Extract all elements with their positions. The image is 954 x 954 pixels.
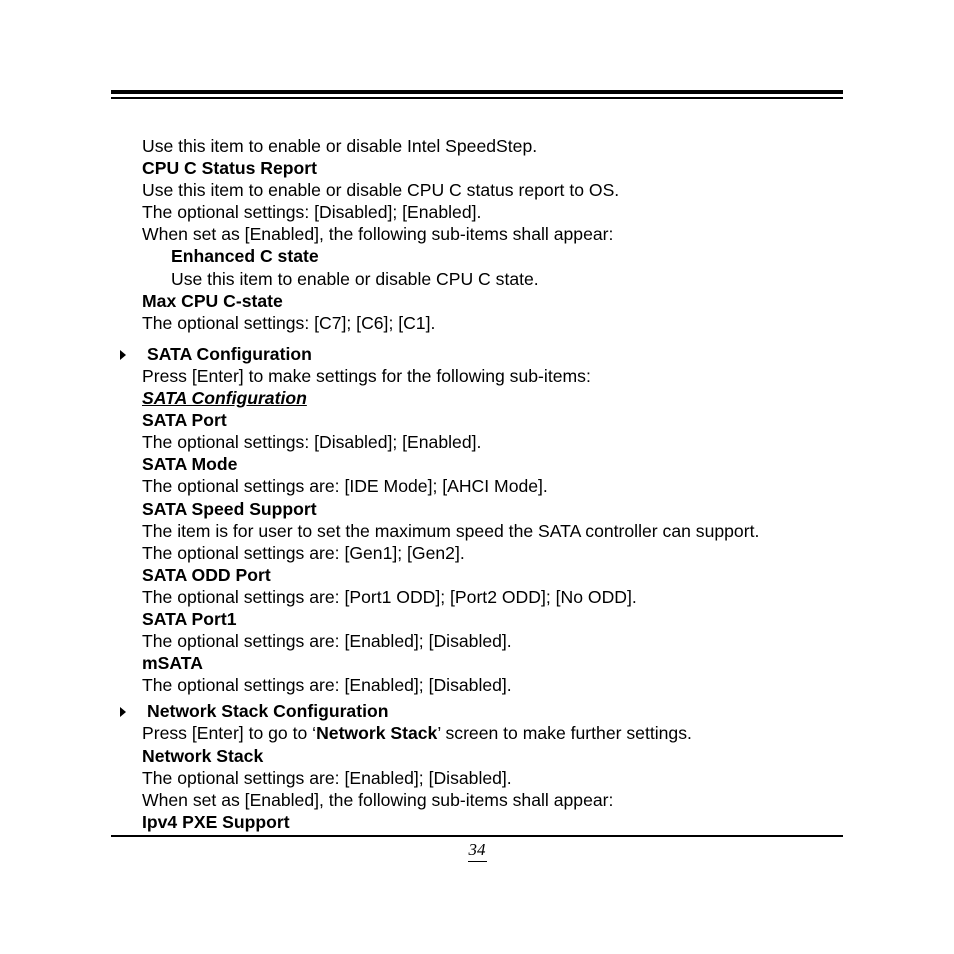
section-heading-network: Network Stack Configuration [0,700,954,722]
text-line: Use this item to enable or disable Intel SpeedStep. [142,136,538,156]
header-rule-thin [111,97,843,99]
item-heading: SATA Mode [142,454,238,475]
header-rule-thick [111,90,843,94]
footer-rule [111,835,843,837]
item-heading: mSATA [142,653,203,674]
item-heading: SATA Port [142,410,227,431]
item-heading: SATA ODD Port [142,564,271,585]
text-line: The item is for user to set the maximum speed the SATA controller can support. [142,520,760,541]
page-body [0,135,954,833]
text-line: Use this item to enable or disable CPU C state. [171,268,539,289]
text-line: Press [Enter] to make settings for the following sub-items: [142,365,591,386]
text-line: The optional settings are: [Enabled]; [Disabled]. [142,631,512,652]
text-line: The optional settings are: [Enabled]; [Disabled]. [142,675,512,696]
section-heading-sata: SATA Configuration [0,343,954,365]
item-heading: Ipv4 PXE Support [142,811,290,832]
subsection-title: SATA Configuration [142,388,307,409]
item-heading: Max CPU C-state [142,290,283,311]
item-heading: SATA Speed Support [142,498,317,519]
triangle-bullet-icon [120,350,126,360]
text-line: Use this item to enable or disable CPU C status report to OS. [142,180,620,201]
subitem-heading: Enhanced C state [171,246,319,267]
item-heading: SATA Port1 [142,608,237,629]
text-line: The optional settings: [Disabled]; [Enabled]. [142,432,482,453]
triangle-bullet-icon [120,707,126,717]
text-line: The optional settings are: [Port1 ODD]; [Port2 ODD]; [No ODD]. [142,586,637,607]
text-line: The optional settings are: [IDE Mode]; [AHCI Mode]. [142,476,548,497]
page-number: 34 [0,840,954,862]
text-line: The optional settings are: [Gen1]; [Gen2]. [142,542,465,563]
text-line: The optional settings: [Disabled]; [Enabled]. [142,202,482,223]
text-line: The optional settings are: [Enabled]; [Disabled]. [142,767,512,788]
text-line: When set as [Enabled], the following sub-items shall appear: [142,224,614,245]
item-heading: Network Stack [142,745,264,766]
text-line: When set as [Enabled], the following sub-items shall appear: [142,789,614,810]
text-line: The optional settings: [C7]; [C6]; [C1]. [142,312,436,333]
text-line: Press [Enter] to go to ‘Network Stack’ screen to make further settings. [142,723,692,744]
item-heading: CPU C Status Report [142,158,317,179]
